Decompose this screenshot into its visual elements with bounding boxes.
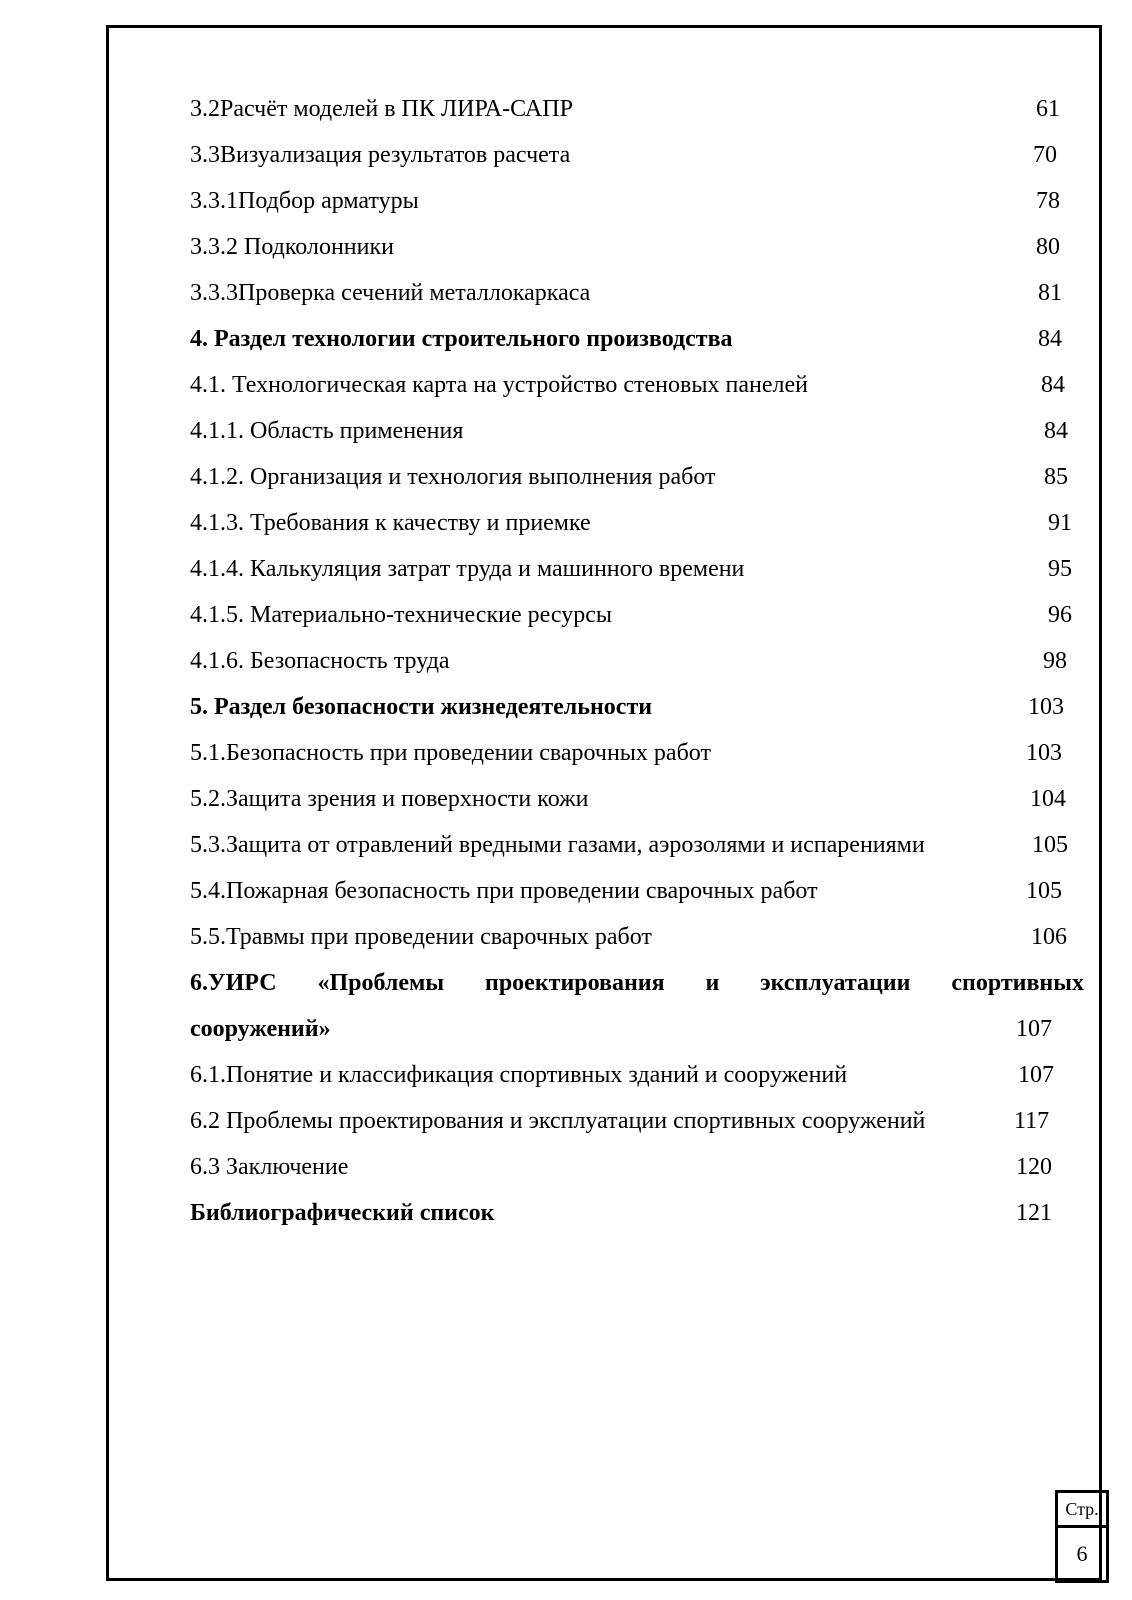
table-of-contents [190,86,1090,1236]
toc-entry-page: 84 [1044,418,1068,444]
toc-entry-6-1 [190,1052,1090,1098]
toc-entry-page: 120 [1016,1154,1052,1180]
toc-entry-page: 117 [1014,1108,1050,1134]
toc-entry-page: 107 [1018,1062,1054,1088]
toc-entry-page: 121 [1016,1200,1052,1226]
toc-entry-page: 78 [1036,188,1060,214]
toc-entry-title: 4.1.5. Материально-технические ресурсы [190,602,612,628]
toc-entry-4-1-4 [190,546,1090,592]
toc-entry-3-2 [190,86,1090,132]
toc-entry-page: 107 [1016,1016,1052,1042]
toc-entry-page: 70 [1033,142,1057,168]
toc-entry-page: 80 [1036,234,1060,260]
toc-entry-title: 6.2 Проблемы проектирования и эксплуатации спортивных сооружений [190,1108,926,1134]
page-number: 6 [1076,1541,1088,1566]
toc-entry-5-2 [190,776,1090,822]
toc-entry-page: 91 [1048,510,1072,536]
toc-entry-5-1 [190,730,1090,776]
toc-entry-section-4 [190,316,1090,362]
toc-entry-page: 103 [1026,740,1062,766]
toc-entry-6-3 [190,1144,1090,1190]
toc-entry-page: 84 [1041,372,1065,398]
toc-entry-title: 6.1.Понятие и классификация спортивных зданий и сооружений [190,1062,848,1088]
toc-entry-page: 61 [1036,96,1060,122]
toc-entry-page: 106 [1031,924,1067,950]
toc-entry-title: Библиографический список [190,1200,495,1226]
toc-entry-page: 95 [1048,556,1072,582]
toc-entry-3-3-3 [190,270,1090,316]
toc-entry-title: 5.1.Безопасность при проведении сварочных работ [190,740,711,766]
toc-entry-title: 3.2Расчёт моделей в ПК ЛИРА-САПР [190,96,573,122]
toc-entry-title: 4.1.4. Калькуляция затрат труда и машинного времени [190,556,745,582]
toc-entry-4-1-6 [190,638,1090,684]
toc-entry-4-1-1 [190,408,1090,454]
toc-entry-4-1-5 [190,592,1090,638]
toc-entry-5-4 [190,868,1090,914]
toc-entry-title: 4.1.6. Безопасность труда [190,648,450,674]
toc-entry-bibliography [190,1190,1090,1236]
page-label: Стр. [1058,1493,1106,1528]
toc-entry-3-3-2 [190,224,1090,270]
toc-entry-page: 98 [1043,648,1067,674]
toc-entry-5-3 [190,822,1090,868]
toc-entry-3-3-1 [190,178,1090,224]
toc-entry-title: 4.1.2. Организация и технология выполнения работ [190,464,716,490]
toc-entry-title: сооружений» [190,1016,331,1042]
toc-entry-title: 6.УИРС «Проблемы проектирования и эксплуатации спортивных [190,970,1084,996]
toc-entry-section-5 [190,684,1090,730]
toc-entry-title: 3.3.1Подбор арматуры [190,188,419,214]
toc-entry-title: 4.1.3. Требования к качеству и приемке [190,510,591,536]
toc-entry-3-3 [190,132,1090,178]
toc-entry-4-1-2 [190,454,1090,500]
toc-entry-title: 5.3.Защита от отравлений вредными газами, аэрозолями и испарениями [190,832,925,858]
toc-entry-section-6-line-1 [190,960,1090,1006]
toc-entry-title: 3.3.2 Подколонники [190,234,394,260]
page-number-stamp [1055,1490,1109,1583]
toc-entry-title: 4. Раздел технологии строительного производства [190,326,733,352]
toc-entry-5-5 [190,914,1090,960]
toc-entry-page: 105 [1032,832,1068,858]
toc-entry-page: 81 [1038,280,1062,306]
toc-entry-page: 85 [1044,464,1068,490]
toc-entry-page: 103 [1028,694,1064,720]
toc-entry-title: 5. Раздел безопасности жизнедеятельности [190,694,653,720]
toc-entry-title: 6.3 Заключение [190,1154,349,1180]
toc-entry-title: 3.3.3Проверка сечений металлокаркаса [190,280,591,306]
toc-entry-section-6-line-2 [190,1006,1090,1052]
toc-entry-title: 5.2.Защита зрения и поверхности кожи [190,786,589,812]
toc-entry-title: 4.1. Технологическая карта на устройство стеновых панелей [190,372,808,398]
toc-entry-title: 3.3Визуализация результатов расчета [190,142,571,168]
toc-entry-4-1-3 [190,500,1090,546]
toc-entry-6-2 [190,1098,1090,1144]
toc-entry-page: 96 [1048,602,1072,628]
toc-entry-title: 4.1.1. Область применения [190,418,464,444]
toc-entry-title: 5.4.Пожарная безопасность при проведении сварочных работ [190,878,818,904]
toc-entry-4-1 [190,362,1090,408]
toc-entry-page: 104 [1030,786,1066,812]
toc-entry-page: 84 [1038,326,1062,352]
toc-entry-page: 105 [1026,878,1062,904]
toc-entry-title: 5.5.Травмы при проведении сварочных работ [190,924,652,950]
